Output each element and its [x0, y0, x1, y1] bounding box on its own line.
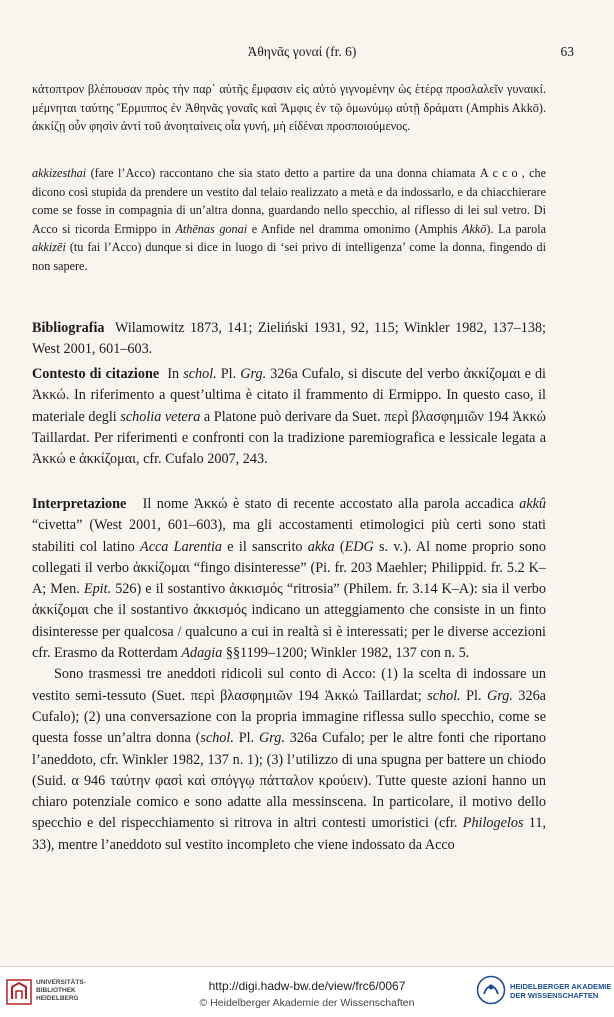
- interpretazione-heading: Interpretazione: [32, 496, 127, 512]
- greek-paragraph: κάτοπτρον βλέπουσαν πρὸς τὴν παρ᾽ αὑτῆς ἔμφασιν εἰς αὐτὸ γιγνομένην ὡς ἑτέρᾳ προσλαλεῖν γυναικί. μέμνηται ταύτης Ἕρμιππος ἐν Ἀθηνᾶς γοναῖς καὶ Ἄμφις ἐν τῷ ὁμωνύμῳ αὐτῇ δράματι (Amphis Akkō). ἀκκίζῃ οὖν φησὶν ἀντὶ τοῦ ἀνοηταίνεις οἷα γυνή, μὴ εἰδέναι προσποιούμενος.: [32, 82, 546, 134]
- interpretazione-paragraph-1: Interpretazione Il nome Ἀκκώ è stato di recente accostato alla parola accadica akkû “civetta” (West 2001, 601–603), ma gli accostamenti etimologici più certi sono stati stabiliti col latino Acca Larentia e il sanscrito akka (EDG s. v.). Al nome proprio sono collegati il verbo ἀκκίζομαι “fingo disinteresse” (Pi. fr. 203 Maehler; Philippid. fr. 5.2 K–A; Men. Epit. 526) e il sostantivo ἀκκισμός “ritrosia” (Philem. fr. 3.14 K–A): sia il verbo ἀκκίζομαι che il sostantivo ἀκκισμός indicano un atteggiamento che consiste in un finto disinteresse per qualcosa / qualcuno a cui in realtà si è interessati; per le diverse accezioni cfr. Erasmo da Rotterdam Adagia §§1199–1200; Winkler 1982, 137 con n. 5.: [32, 496, 547, 662]
- permalink-url[interactable]: http://digi.hadw-bw.de/view/frc6/0067: [208, 979, 406, 993]
- interpretazione-paragraph-2: Sono trasmessi tre aneddoti ridicoli sul conto di Acco: (1) la scelta di indossare un vestito semi-tessuto (Suet. περὶ βλασφημιῶν 194 Ἀκκώ Taillardat; schol. Pl. Grg. 326a Cufalo); (2) una conversazione con la propria immagine riflessa sullo specchio, come se questa fosse un’altra donna (schol. Pl. Grg. 326a Cufalo; per le altre fonti che riportano l’aneddoto, cfr. Winkler 1982, 137 n. 1); (3) l’utilizzo di una spugna per battere un chiodo (Suid. α 946 ταύτην φασὶ καὶ σπόγγῳ πάτταλον κρούειν). Tutte queste azioni hanno un chiaro potenziale comico e sono adatte alla messinscena. In particolare, il motivo dello specchio e del rispecchiamento si ritrova in altri contesti umoristici (cfr. Philogelos 11, 33), mentre l’aneddoto sul vestito incompleto che viene indossato da Acco: [32, 666, 546, 853]
- bibliografia-section: [32, 318, 546, 361]
- university-library-name: UNIVERSITÄTS- BIBLIOTHEK HEIDELBERG: [36, 979, 86, 1002]
- contesto-heading: Contesto di citazione: [32, 366, 160, 382]
- academy-logo-icon[interactable]: [476, 975, 506, 1005]
- translation-paragraph: akkizesthai (fare l’Acco) raccontano che sia stato detto a partire da una donna chiamata Acco, che dicono così stupida da prendere un vestito dal telaio realizzato a metà e da indossarlo, e da chiacchierare come se fosse in compagnia di un’altra donna, guardando nello specchio, al riflesso di lei sul vetro. Di Acco si ricorda Ermippo in Athēnas gonai e Anfide nel dramma omonimo (Amphis Akkō). La parola akkizēi (tu fai l’Acco) dunque si dice in luogo di ‘sei privo di intelligenza’ come la donna, fingendo di non sapere.: [32, 166, 547, 273]
- interpretazione-section: [32, 494, 546, 856]
- bibliografia-heading: Bibliografia: [32, 320, 105, 336]
- academy-name: HEIDELBERGER AKADEMIE DER WISSENSCHAFTEN: [510, 982, 612, 1000]
- greek-fragment-text: [32, 80, 546, 136]
- running-title: Ἀθηνᾶς γοναί (fr. 6): [247, 44, 357, 59]
- viewer-footer: [0, 966, 614, 1017]
- bibliografia-text: Wilamowitz 1873, 141; Zieliński 1931, 92, 115; Winkler 1982, 137–138; West 2001, 601–603.: [32, 320, 546, 358]
- copyright-notice: © Heidelberger Akademie der Wissenschaften: [199, 997, 415, 1009]
- translation-text: [32, 164, 546, 276]
- contesto-section: Contesto di citazione In schol. Pl. Grg. 326a Cufalo, si discute del verbo ἀκκίζομαι e di Ἀκκώ. In riferimento a quest’ultima è citato il frammento di Ermippo. In questo caso, il materiale degli scholia vetera a Platone può derivare da Suet. περὶ βλασφημιῶν 194 Ἀκκώ Taillardat. Per riferimenti e confronti con la tradizione paremiografica e lessicale legata a Ἀκκώ e ἀκκίζομαι, cfr. Cufalo 2007, 243.: [32, 366, 547, 468]
- page-number: 63: [560, 44, 574, 59]
